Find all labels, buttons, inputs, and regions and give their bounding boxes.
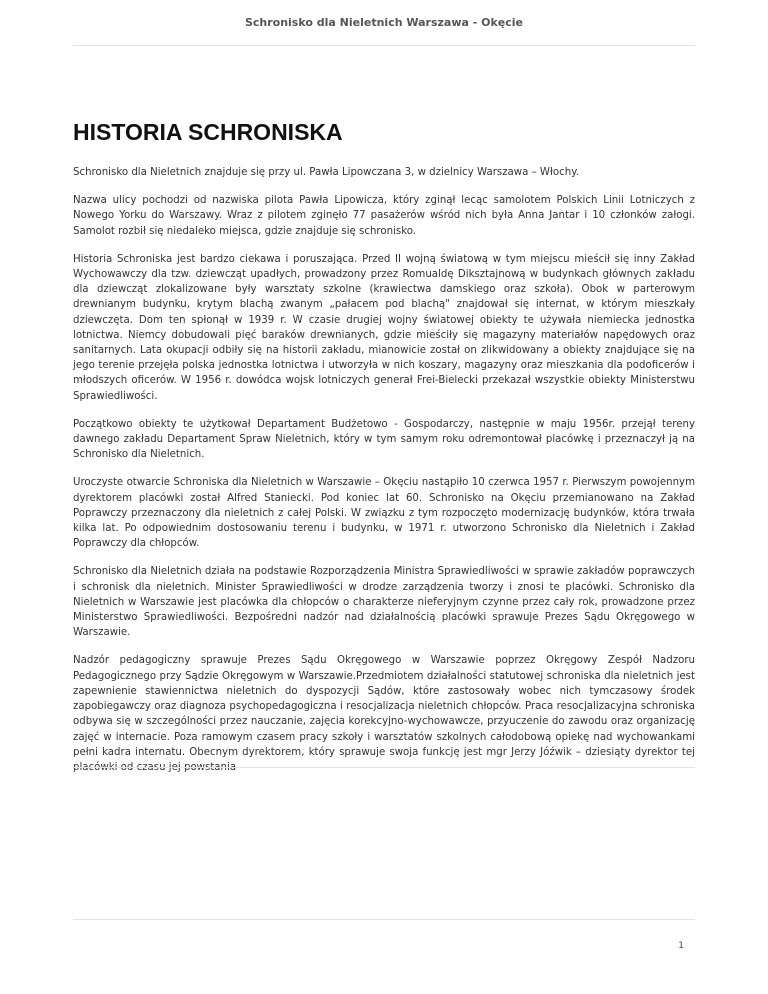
paragraph-supervision: Nadzór pedagogiczny sprawuje Prezes Sądu Okręgowego w Warszawie poprzez Okręgowy Zespół Nadzoru Pedagogicznego przy Sądzie Okręgowym w Warszawie.Przedmiotem działalności statutowej schroniska dla nieletnich jest zapewnienie stawiennictwa nieletnich do dyspozycji Sądów, które zastosowały wobec nich tymczasowy środek zapobiegawczy oraz diagnoza psychopedagogiczna i resocjalizacja nieletnich chłopców. Praca resocjalizacyjna schroniska odbywa się w szczególności przez nauczanie, zajęcia korekcyjno-wychowawcze, przyuczenie do zawodu oraz organizację zajęć w internacie. Poza ramowym czasem pracy szkoły i warsztatów szkolnych całodobową opiekę nad wychowankami pełni kadra internatu. Obecnym dyrektorem, który sprawuje swoja funkcję jest mgr Jerzy Jóźwik – dziesiąty dyrektor tej placówki od czasu jej powstania [73,655,695,773]
article [73,118,695,788]
paragraph-legal-basis: Schronisko dla Nieletnich działa na podstawie Rozporządzenia Ministra Sprawiedliwości w sprawie zakładów poprawczych i schronisk dla nieletnich. Minister Sprawiedliwości w drodze zarządzenia tworzy i znosi te placówki. Schronisko dla Nieletnich w Warszawie jest placówka dla chłopców o charakterze nieferyjnym czynne przez cały rok, prowadzone przez Ministerstwo Sprawiedliwości. Bezpośredni nadzór nad działalnością placówki sprawuje Prezes Sądu Okręgowego w Warszawie. [73,566,695,639]
paragraph-opening: Uroczyste otwarcie Schroniska dla Nieletnich w Warszawie – Okęciu nastąpiło 10 czerwca 1957 r. Pierwszym powojennym dyrektorem placówki został Alfred Staniecki. Pod koniec lat 60. Schronisko na Okęciu przemianowano na Zakład Poprawczy przeznaczony dla nieletnich z całej Polski. W związku z tym rozpoczęto modernizację budynków, która trwała kilka lat. Po odpowiednim dostosowaniu terenu i budynku, w 1971 r. utworzono Schronisko dla Nieletnich i Zakład Poprawczy dla chłopców. [73,477,695,550]
page-header-title: Schronisko dla Nieletnich Warszawa - Okęcie [244,16,524,29]
paragraph-street-name: Nazwa ulicy pochodzi od nazwiska pilota Pawła Lipowicza, który zginął lecąc samolotem Polskich Linii Lotniczych z Nowego Yorku do Warszawy. Wraz z pilotem zginęło 77 pasażerów wśród nich była Anna Jantar i 10 członków załogi. Samolot rozbił się niedaleko miejsca, gdzie znajduje się schronisko. [73,195,695,237]
footer-divider [73,919,695,920]
page-title: HISTORIA SCHRONISKA [73,119,343,145]
page-number: 1 [678,941,684,951]
paragraph-history: Historia Schroniska jest bardzo ciekawa i poruszająca. Przed II wojną światową w tym miejscu mieścił się inny Zakład Wychowawczy dla tzw. dziewcząt upadłych, prowadzony przez Romualdę Diksztajnową w budynkach głównych zakładu dla dziewcząt zlokalizowane były warsztaty szkolne (krawiectwa damskiego oraz szkoła). Obok w parterowym drewnianym budynku, krytym blachą zwanym „pałacem pod blachą" znajdował się internat, w którym mieszkały dziewczęta. Dom ten spłonął w 1939 r. W czasie drugiej wojny światowej obiekty te używała niemiecka jednostka lotnictwa. Niemcy dobudowali pięć baraków drewnianych, gdzie mieściły się magazyny materiałów napędowych oraz sanitarnych. Lata okupacji odbiły się na historii zakładu, mianowicie został on zlikwidowany a obiekty znajdujące się na jego terenie przejęła polska jednostka lotnictwa i utworzyła w nich koszary, magazyny oraz mieszkania dla podoficerów i młodszych oficerów. W 1956 r. dowódca wojsk lotniczych generał Frei-Bielecki przekazał wszystkie obiekty Ministerstwu Sprawiedliwości. [73,253,695,402]
header-divider [73,45,695,46]
paragraph-early-use: Początkowo obiekty te użytkował Departament Budżetowo - Gospodarczy, następnie w maju 1956r. przejął tereny dawnego zakładu Departament Spraw Nieletnich, który w tym samym roku odremontował placówkę i przeznaczył ją na Schronisko dla Nieletnich. [73,418,695,461]
paragraph-location: Schronisko dla Nieletnich znajduje się przy ul. Pawła Lipowczana 3, w dzielnicy Warszawa – Włochy. [73,167,580,178]
content-divider [73,767,695,768]
